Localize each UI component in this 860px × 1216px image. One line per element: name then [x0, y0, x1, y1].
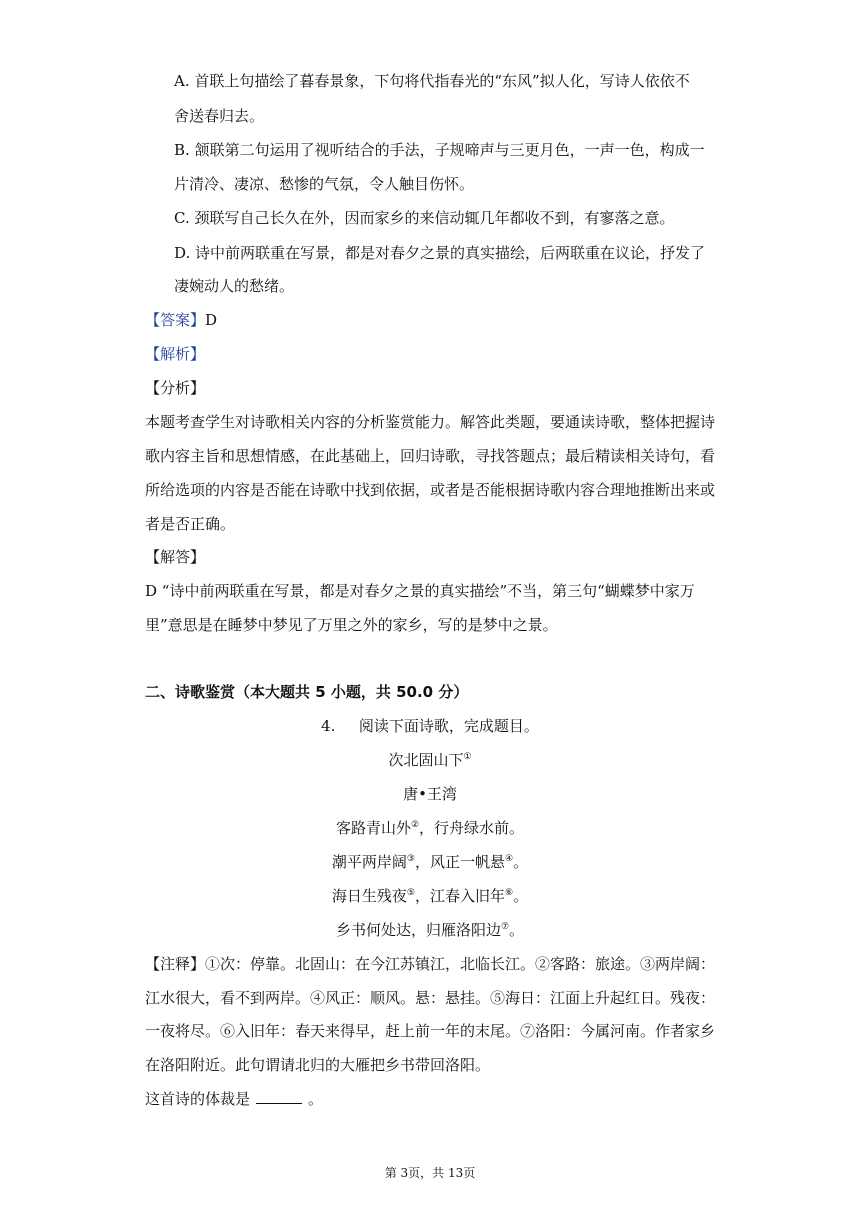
poem-line-3-note-b: ⑥ — [505, 888, 514, 898]
fenxi-tag: 【分析】 — [145, 379, 206, 397]
poem-line-2-b: ，风正一帆悬 — [414, 853, 505, 871]
option-a-text: 首联上句描绘了暮春景象，下句将代指春光的“东风”拟人化，写诗人依依不 — [194, 72, 690, 90]
fenxi-line-2: 歌内容主旨和思想情感，在此基础上，回归诗歌，寻找答题点；最后精读相关诗句，看 — [145, 447, 716, 465]
notes-text-1: ①次：停靠。北固山：在今江苏镇江，北临长江。②客路：旅途。③两岸阔： — [205, 955, 716, 973]
poem-line-3-a: 海日生残夜 — [331, 887, 407, 905]
poem-line-3-note-a: ⑤ — [406, 888, 415, 898]
option-b-line1 — [174, 140, 705, 160]
poem-author: 唐•王湾 — [403, 785, 457, 803]
answer-blank[interactable] — [256, 1089, 302, 1104]
option-b-text: 颔联第二句运用了视听结合的手法，子规啼声与三更月色，一声一色，构成一 — [194, 141, 705, 159]
option-a-line2: 舍送春归去。 — [174, 107, 265, 125]
poem-line-4-note: ⑦ — [500, 922, 510, 932]
notes-line-3: 一夜将尽。⑥入旧年：春天来得早，赶上前一年的末尾。⑦洛阳：今属河南。作者家乡 — [145, 1022, 716, 1040]
notes-line-4: 在洛阳附近。此句谓请北归的大雁把乡书带回洛阳。 — [145, 1056, 491, 1074]
option-d-text: 诗中前两联重在写景，都是对春夕之景的真实描绘，后两联重在议论，抒发了 — [195, 244, 706, 262]
section-title: 二、诗歌鉴赏（本大题共 5 小题，共 50.0 分） — [145, 683, 469, 701]
fenxi-line-3: 所给选项的内容是否能在诗歌中找到依据，或者是否能根据诗歌内容合理地推断出来或 — [145, 481, 716, 499]
poem-title-note: ① — [463, 752, 472, 762]
poem-line-1-note: ② — [410, 820, 420, 830]
jieda-line-2: 里”意思是在睡梦中梦见了万里之外的家乡，写的是梦中之景。 — [145, 616, 558, 634]
option-d-line2: 凄婉动人的愁绪。 — [174, 277, 295, 295]
poem-line-2-note-a: ③ — [406, 854, 415, 864]
poem-line-2-c: 。 — [513, 853, 529, 871]
poem-title — [0, 750, 860, 770]
fill-question-after: 。 — [308, 1090, 324, 1108]
poem-line-4-a: 乡书何处达，归雁洛阳边 — [335, 921, 501, 939]
poem-line-3 — [0, 886, 860, 906]
fenxi-line-1: 本题考查学生对诗歌相关内容的分析鉴赏能力。解答此类题，要通读诗歌，整体把握诗 — [145, 413, 716, 431]
question-number: 4. — [321, 717, 336, 735]
option-a-label: A. — [174, 72, 190, 90]
answer-tag: 【答案】 — [145, 311, 206, 329]
notes-line-1 — [145, 954, 715, 974]
answer-value: D — [205, 311, 218, 329]
notes-line-2: 江水很大，看不到两岸。④风正：顺风。悬：悬挂。⑤海日：江面上升起红日。残夜： — [145, 989, 716, 1007]
fenxi-line-4: 者是否正确。 — [145, 515, 236, 533]
poem-title-text: 次北固山下 — [388, 751, 464, 769]
poem-line-4 — [0, 920, 860, 940]
fill-question — [145, 1089, 323, 1109]
option-b-label: B. — [174, 141, 190, 159]
poem-line-1 — [0, 818, 860, 838]
page-footer: 第 3页，共 13页 — [384, 1166, 476, 1180]
fill-question-before: 这首诗的体裁是 — [145, 1090, 251, 1108]
poem-line-2 — [0, 852, 860, 872]
question-prompt: 阅读下面诗歌，完成题目。 — [358, 717, 539, 735]
poem-line-1-b: ，行舟绿水前。 — [419, 819, 525, 837]
question-4 — [0, 716, 860, 736]
option-c-text: 颈联写自己长久在外，因而家乡的来信动辄几年都收不到，有寥落之意。 — [194, 209, 675, 227]
poem-line-2-note-b: ④ — [505, 854, 514, 864]
notes-tag: 【注释】 — [145, 955, 206, 973]
jieda-tag: 【解答】 — [145, 548, 206, 566]
option-d-label: D. — [174, 244, 191, 262]
answer-line — [145, 310, 217, 330]
analysis-tag: 【解析】 — [145, 345, 206, 363]
poem-line-4-b: 。 — [509, 921, 525, 939]
option-c-label: C. — [174, 209, 190, 227]
poem-line-2-a: 潮平两岸阔 — [331, 853, 407, 871]
option-b-line2: 片清冷、凄凉、愁惨的气氛，令人触目伤怀。 — [174, 175, 475, 193]
option-c-line1 — [174, 208, 675, 228]
option-a-line1 — [174, 71, 690, 91]
poem-line-3-c: 。 — [513, 887, 529, 905]
poem-line-3-b: ，江春入旧年 — [414, 887, 505, 905]
poem-line-1-a: 客路青山外 — [335, 819, 411, 837]
option-d-line1 — [174, 243, 705, 263]
jieda-line-1: D “诗中前两联重在写景，都是对春夕之景的真实描绘”不当，第三句“蝴蝶梦中家万 — [145, 582, 695, 600]
